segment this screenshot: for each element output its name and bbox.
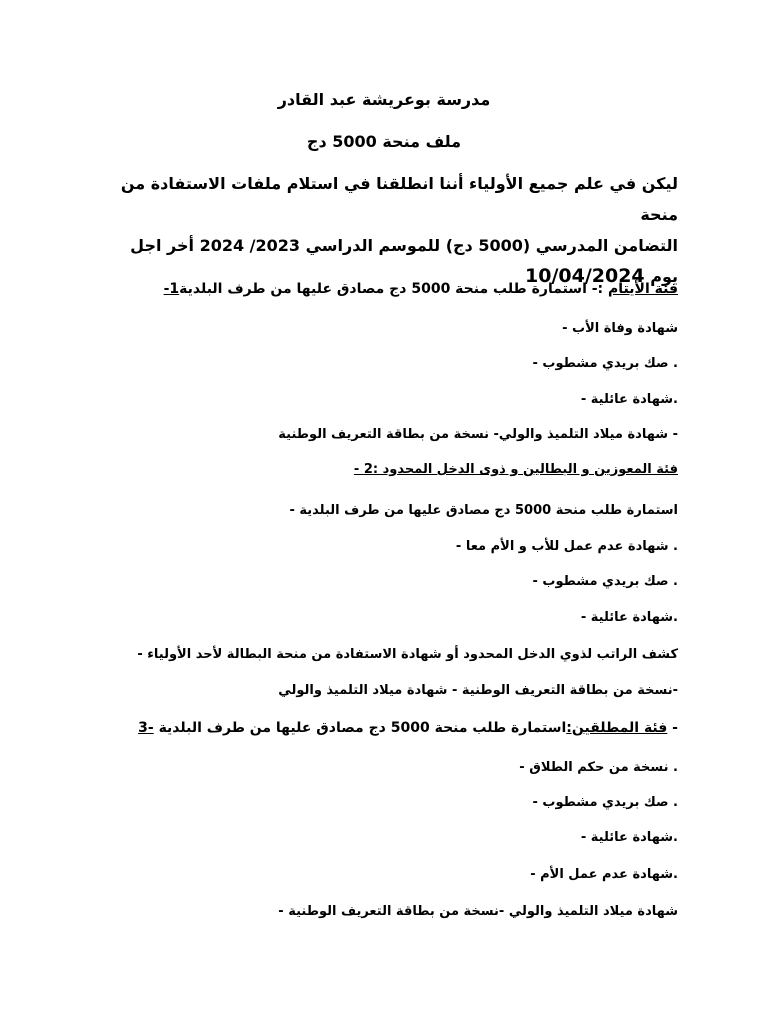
section1-heading <box>164 280 678 298</box>
intro-line-2: التضامن المدرسي (5000 دج) للموسم الدراسي 2023/ 2024 أخر اجل <box>130 236 678 255</box>
intro-day-label: يوم <box>650 267 678 286</box>
school-name: مدرسة بوعريشة عبد القادر <box>277 90 491 109</box>
intro-paragraph <box>88 168 678 292</box>
section1-title-text: :- استمارة طلب منحة 5000 دج مصادق عليها من طرف البلدية <box>179 281 609 297</box>
section3-item: . نسخة من حكم الطلاق - <box>519 760 678 775</box>
section3-heading <box>138 719 678 737</box>
section1-item: . صك بريدي مشطوب - <box>532 356 678 371</box>
section3-title-text: استمارة طلب منحة 5000 دج مصادق عليها من طرف البلدية <box>158 720 567 736</box>
section3-item: .شهادة عدم عمل الأم - <box>530 867 678 882</box>
section3-item: شهادة ميلاد التلميذ والولي -نسخة من بطاقة التعريف الوطنية - <box>278 904 678 919</box>
section2-item: كشف الراتب لذوي الدخل المحدود أو شهادة الاستفادة من منحة البطالة لأحد الأولياء - <box>137 647 678 662</box>
section3-title: فئة المطلقين: <box>566 720 668 736</box>
section2-item: استمارة طلب منحة 5000 دج مصادق عليها من طرف البلدية - <box>289 503 678 518</box>
section1-item: شهادة وفاة الأب - <box>562 321 678 336</box>
section2-item: -نسخة من بطاقة التعريف الوطنية - شهادة ميلاد التلميذ والولي <box>278 683 678 698</box>
section3-number: -3 <box>138 720 154 736</box>
section2-item: .شهادة عائلية - <box>580 610 678 625</box>
section2-item: . شهادة عدم عمل للأب و الأم معا - <box>455 539 678 554</box>
section3-item: .شهادة عائلية - <box>580 830 678 845</box>
file-title: ملف منحة 5000 دج <box>306 132 462 151</box>
intro-line-1: ليكن في علم جميع الأولياء أننا انطلقنا في استلام ملفات الاستفادة من منحة <box>120 174 678 224</box>
section3-prefix: - <box>667 720 678 736</box>
section3-item: . صك بريدي مشطوب - <box>532 795 678 810</box>
section1-item: - شهادة ميلاد التلميذ والولي- نسخة من بطاقة التعريف الوطنية <box>278 427 678 442</box>
section2-item: . صك بريدي مشطوب - <box>532 574 678 589</box>
section2-heading: فئة المعوزين و البطالين و ذوى الدخل المحدود :2 - <box>353 462 678 477</box>
section1-title: فئة الأيتام <box>608 281 678 297</box>
section1-item: .شهادة عائلية - <box>580 392 678 407</box>
deadline-date: 10/04/2024 <box>525 265 645 287</box>
section1-number: 1- <box>163 281 180 297</box>
